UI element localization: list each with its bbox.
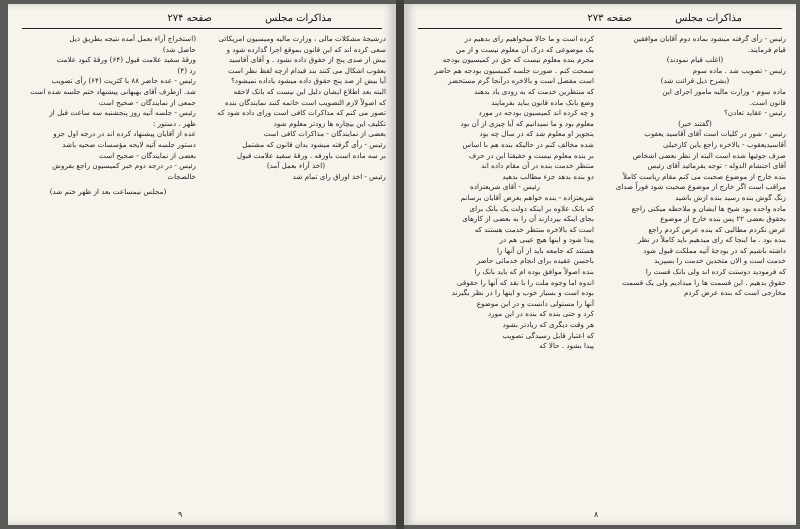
page-header xyxy=(22,12,382,29)
text-line: رئیس - رأی گرفته میشود بدان قانون که مشتمل xyxy=(242,139,386,149)
text-line: سعی کرده اند که این قانون بموقع اجرا گذارده شود و xyxy=(226,44,386,54)
text-line: بتجویز او معلوم شد که در سال چه بود xyxy=(479,129,594,139)
text-line: رئیس - در درجه دوم خبر کمیسیون راجع بفروش xyxy=(52,161,196,171)
text-line: رئیس - رأی گرفته میشود بماده دوم آقایان موافقین xyxy=(633,34,786,43)
text-line: که اصولاً لازم التصویب است خاتمه کنند نمایندگان بنده xyxy=(225,97,386,107)
text-line: بنده خارج از موضوع صحبت می کنم مقام ریاست کاملاً xyxy=(623,171,786,181)
text-line: خدمت است و الان متحدین خدمت را بسپرید xyxy=(654,256,786,266)
text-line: منتظر خدمت بنده در آن مقام داده اند xyxy=(481,161,594,171)
text-line: باحسن عقیده برای انجام خدماتی حاضر xyxy=(476,256,594,266)
text-line: آنها را مستولی دانست و در این موضوع xyxy=(476,298,594,308)
text-line: اندوه اما وجوه ملت را با نقد که آنها را حقوقی xyxy=(456,277,594,287)
text-line: شریعتزاده - بنده خواهم بعرض آقایان برسانم xyxy=(460,192,594,202)
text-line: آقاسیدیعقوب - بالاخره راجع باین کارخیلی xyxy=(663,139,786,149)
right-page xyxy=(404,4,796,525)
text-line: است مفصل است و بالاخره درآنجا گرم مستحضر xyxy=(448,76,594,86)
text-line: بر بنده معلوم نیست و حقیقتا این در حرف xyxy=(468,150,594,160)
text-line: آقای احتشام الدوله - توجه بفرمائید آقای رئیس xyxy=(647,161,786,171)
text-line: رئیس - آقای شریعتزاده xyxy=(470,182,540,192)
text-line: بوده است و بسیار خوب و اینها را در نظر بگیرند xyxy=(451,288,594,298)
text-line: عده از آقایان پیشنهاد کرده اند در درجه اول جزو xyxy=(53,129,196,139)
text-line: داشته باشیم که در بودجهٔ آتیه مملکت قبول شود xyxy=(643,245,786,255)
text-line: معلوم بود و ما نمیدانیم که آیا چیزی از آن بود xyxy=(460,118,594,128)
text-line: است که بالاخره منتظر خدمت هستند که xyxy=(474,224,594,234)
book-gutter xyxy=(396,0,404,529)
left-page xyxy=(8,4,396,525)
text-line: البته بعد اطلاع ایشان دلیل این نیست که بانک لاحقه xyxy=(233,86,386,96)
text-line: پیدا بشود . حالا که xyxy=(539,341,594,351)
text-line: (اغلب قیام نمودند) xyxy=(666,55,724,65)
page-header xyxy=(418,12,782,29)
session-closing-note: (مجلس نیمساعت بعد از ظهر ختم شد) xyxy=(49,187,167,197)
text-column-left xyxy=(416,34,594,352)
text-line: عرض نکردم مطالبی که بنده عرض کردم راجع xyxy=(648,224,786,234)
text-line: درشیجهٔ مشکلات مالی ، وزارت مالیه ومیسیون امریکائی xyxy=(218,34,386,43)
text-line: شد. ازطرف آقای بهبهانی پیشنهاد ختم جلسه شده است xyxy=(30,86,196,96)
text-line: پیدا شود و اینها هیچ عیبی هم در xyxy=(499,235,594,245)
text-line: بر سه ماده است باورقه . ورقهٔ سفید علامت قبول xyxy=(236,150,386,160)
text-column-right xyxy=(206,34,386,182)
text-line: جمعی از نمایندگان - صحیح است xyxy=(98,97,196,107)
text-line: خالصجات xyxy=(167,171,196,181)
text-line: (گفتند خیر) xyxy=(678,118,712,128)
text-line: مراقب است اگر خارج از موضوع صحبت شود فوراً صدای xyxy=(615,182,786,192)
text-line: ظهر . دستور : xyxy=(152,118,196,128)
text-line: رد (۴) xyxy=(177,65,196,75)
text-line: ماده سوم - وزارت مالیه مامور اجرای این xyxy=(662,86,786,96)
text-line: کرده است و ما حالا میخواهیم رای بدهیم در xyxy=(464,34,594,43)
text-line: محرم بنده معلوم نیست که حق در کمیسیون بودجه xyxy=(442,55,594,65)
text-line: رئیس - عده حاضر ۸۸ با کثریت (۶۴) رأی تصویب xyxy=(51,76,196,86)
text-line: دو بنده بدهد جزء مطالب بدهید xyxy=(502,171,594,181)
text-line: بجای اینکه بپردازند آن را به بعضی از کارهای xyxy=(462,214,594,224)
text-line: یک موضوعی که درک آن معلوم نیست و از من xyxy=(455,44,594,54)
text-line: یعقوب اشکال می کنند بند قیدام ازچه لفظ نظر است xyxy=(227,65,386,75)
text-line: وضع بانک ماده قانون بباید بفرمایند xyxy=(491,97,594,107)
text-line: بنده اصولاً موافق بوده ام که باید بانک را xyxy=(474,267,594,277)
page-footer-number: ۸ xyxy=(594,510,599,519)
text-line: دستور جلسه آتیه لایحه مؤسسات صحیه باشد xyxy=(62,139,196,149)
text-line: مخارجی است که بنده عرض کردم xyxy=(683,288,786,298)
text-line: حقوق بدهیم . این قسمت ها را میدادیم ولی یک قسمت xyxy=(622,277,786,287)
text-line: سمحت کنم . صورت جلسه کمیسیون بودجه هم حاضر xyxy=(434,65,594,75)
text-line: بنده بود . ما اینجا که رای میدهیم باید کاملاً در نظر xyxy=(637,235,786,245)
text-line: هستند که جامعه باید از آن آنها را xyxy=(496,245,594,255)
page-footer-number: ۹ xyxy=(178,510,183,519)
text-line: صرف جوئیها شده است البته از نظر بعضی اشخاص xyxy=(632,150,786,160)
text-line: حاصل شد) xyxy=(162,44,196,54)
text-line: قانون است. xyxy=(749,97,786,107)
page-header-title: مذاکرات مجلس xyxy=(265,13,332,24)
text-column-left xyxy=(20,34,196,198)
text-line: ورقهٔ سفید علامت قبول (۶۴) ورقهٔ کبود علامت xyxy=(56,55,196,65)
text-line: زنگ گوش بنده رسید بنده ازش باشید xyxy=(675,192,786,202)
text-line: که فرمودید دوستت کرده اند ولی بانک قست را xyxy=(645,267,786,277)
text-line: بعضی از نمایندگان - صحیح است xyxy=(99,150,196,160)
text-line: (بشرح ذیل قرائت شد) xyxy=(660,76,730,86)
text-line: رئیس - عقاید تعادن؟ xyxy=(724,108,786,118)
page-header-title: مذاکرات مجلس xyxy=(675,13,742,24)
text-line: قیام فرمایند. xyxy=(747,44,786,54)
page-number-label: صفحه ۲۷۳ xyxy=(587,13,632,24)
text-line: ماده واحده بود شیخ ها ایشان و ملاحظه میکنی راجع xyxy=(631,203,786,213)
text-line: که اعتبار قابل رسیدگی تصویب xyxy=(502,330,594,340)
text-line: شده مخالف کنم در حالیکه بنده هم با اساس xyxy=(462,139,594,149)
page-number-label: صفحه ۲۷۴ xyxy=(167,13,212,24)
text-line: تصور می کنم که مذاکرات کافی است ورای داده شود که xyxy=(217,108,386,118)
text-line: که منتظرین خدمت که به زودی یاد بدهند xyxy=(474,86,594,96)
text-line: کرد و حتی بنده که بنده در این مورد xyxy=(487,309,594,319)
text-line: بحقوق بعضی ۲۲ پس بنده خارج از موضوع xyxy=(660,214,786,224)
text-line: رئیس - جلسه آتیه روز پنجشنبه سه ساعت قبل از xyxy=(49,108,196,118)
text-line: بیش از صدی پنج از حقوق داده نشود . و آقای آقاسید xyxy=(228,55,386,65)
text-line: (استخراج آراء بعمل آمده نتیجه بطریق ذیل xyxy=(69,34,196,43)
text-line: آیا بیش از صد پنج حقوق داده میشود یاداده نمیشود؟ xyxy=(231,76,386,86)
text-line: هر وقت دیگری که زیادتر بشود xyxy=(502,320,594,330)
text-line: که بانک علاوه بر اینکه دولت یک بانک برای xyxy=(469,203,594,213)
text-line: و چه کرده اند کمیسیون بودجه در مورد xyxy=(478,108,594,118)
text-line: (اخذ آراء بعمل آمد) xyxy=(266,161,326,171)
text-line: رئیس - شور در کلیات است آقای آقاسید یعقوب xyxy=(644,129,786,139)
text-line: تکلیف این بیچاره ها زودتر معلوم شود xyxy=(273,118,386,128)
text-line: رئیس - اخذ اوراق رای تمام شد xyxy=(292,171,386,181)
text-column-right xyxy=(604,34,786,299)
text-line: بعضی از نمایندگان - مذاکرات کافی است xyxy=(263,129,386,139)
text-line: رئیس - تصویب شد . ماده سوم xyxy=(692,65,786,75)
